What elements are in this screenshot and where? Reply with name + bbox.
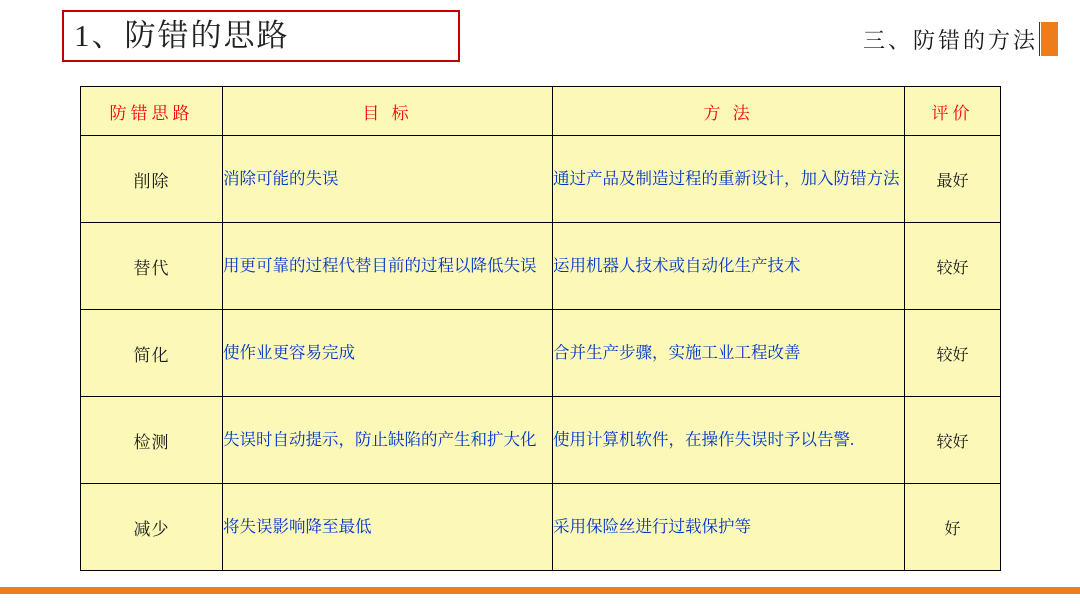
footer-accent-bar bbox=[0, 587, 1080, 594]
cell-idea: 简化 bbox=[81, 310, 223, 397]
cell-goal: 使作业更容易完成 bbox=[223, 310, 553, 397]
cell-goal: 消除可能的失误 bbox=[223, 136, 553, 223]
cell-rating: 最好 bbox=[905, 136, 1001, 223]
table-row bbox=[81, 484, 1001, 571]
table-header bbox=[81, 87, 1001, 136]
column-header-method: 方 法 bbox=[553, 87, 905, 136]
mistake-proofing-table-wrap bbox=[80, 86, 1000, 571]
cell-idea: 削除 bbox=[81, 136, 223, 223]
table-body bbox=[81, 136, 1001, 571]
table-row bbox=[81, 310, 1001, 397]
table-row bbox=[81, 223, 1001, 310]
cell-goal: 将失误影响降至最低 bbox=[223, 484, 553, 571]
column-header-rating: 评价 bbox=[905, 87, 1001, 136]
table-row bbox=[81, 397, 1001, 484]
cell-rating: 较好 bbox=[905, 397, 1001, 484]
cell-method: 通过产品及制造过程的重新设计，加入防错方法 bbox=[553, 136, 905, 223]
cell-idea: 替代 bbox=[81, 223, 223, 310]
cell-goal: 失误时自动提示，防止缺陷的产生和扩大化 bbox=[223, 397, 553, 484]
page-title: 1、防错的思路 bbox=[74, 18, 290, 53]
section-accent-bar bbox=[1041, 22, 1058, 56]
table-row bbox=[81, 136, 1001, 223]
cell-rating: 较好 bbox=[905, 223, 1001, 310]
column-header-goal: 目 标 bbox=[223, 87, 553, 136]
table-header-row bbox=[81, 87, 1001, 136]
cell-goal: 用更可靠的过程代替目前的过程以降低失误 bbox=[223, 223, 553, 310]
cell-method: 采用保险丝进行过载保护等 bbox=[553, 484, 905, 571]
cell-idea: 检测 bbox=[81, 397, 223, 484]
cell-method: 合并生产步骤，实施工业工程改善 bbox=[553, 310, 905, 397]
cell-method: 运用机器人技术或自动化生产技术 bbox=[553, 223, 905, 310]
section-label: 三、防错的方法 bbox=[862, 28, 1038, 53]
mistake-proofing-table bbox=[80, 86, 1001, 571]
cell-idea: 减少 bbox=[81, 484, 223, 571]
cell-method: 使用计算机软件，在操作失误时予以告警. bbox=[553, 397, 905, 484]
cell-rating: 好 bbox=[905, 484, 1001, 571]
column-header-idea: 防错思路 bbox=[81, 87, 223, 136]
cell-rating: 较好 bbox=[905, 310, 1001, 397]
section-divider bbox=[1039, 22, 1040, 56]
